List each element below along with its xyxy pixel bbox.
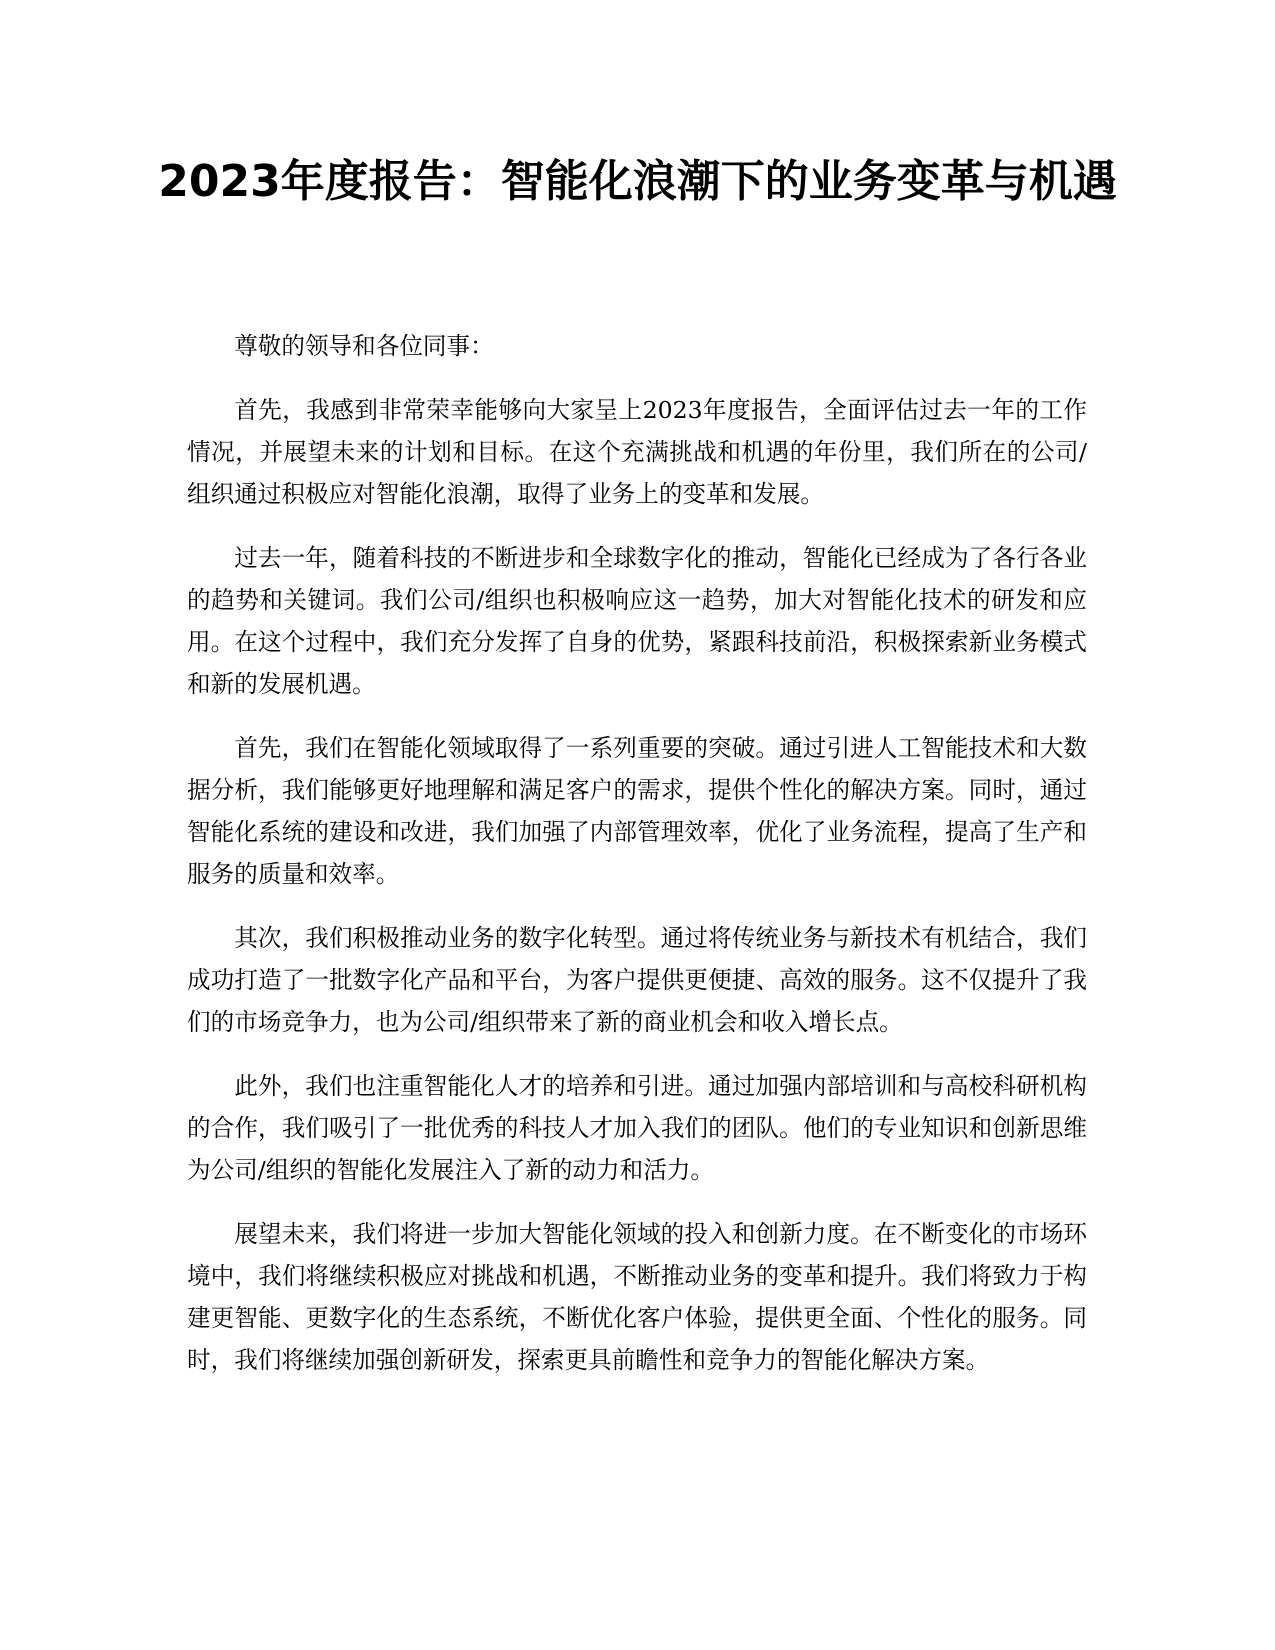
- paragraph-1: 首先，我感到非常荣幸能够向大家呈上2023年度报告，全面评估过去一年的工作情况，并展望未来的计划和目标。在这个充满挑战和机遇的年份里，我们所在的公司/组织通过积极应对智能化浪潮，取得了业务上的变革和发展。: [187, 396, 1087, 508]
- paragraph-6: 展望未来，我们将进一步加大智能化领域的投入和创新力度。在不断变化的市场环境中，我们将继续积极应对挑战和机遇，不断推动业务的变革和提升。我们将致力于构建更智能、更数字化的生态系统，不断优化客户体验，提供更全面、个性化的服务。同时，我们将继续加强创新研发，探索更具前瞻性和竞争力的智能化解决方案。: [187, 1220, 1087, 1374]
- document-body: [187, 325, 1087, 1403]
- document-title: 2023年度报告：智能化浪潮下的业务变革与机遇: [158, 156, 1117, 207]
- paragraph-2: 过去一年，随着科技的不断进步和全球数字化的推动，智能化已经成为了各行各业的趋势和关键词。我们公司/组织也积极响应这一趋势，加大对智能化技术的研发和应用。在这个过程中，我们充分发挥了自身的优势，紧跟科技前沿，积极探索新业务模式和新的发展机遇。: [187, 544, 1087, 698]
- greeting: 尊敬的领导和各位同事：: [234, 332, 494, 360]
- paragraph-4: 其次，我们积极推动业务的数字化转型。通过将传统业务与新技术有机结合，我们成功打造了一批数字化产品和平台，为客户提供更便捷、高效的服务。这不仅提升了我们的市场竞争力，也为公司/组织带来了新的商业机会和收入增长点。: [187, 924, 1087, 1036]
- paragraph-5: 此外，我们也注重智能化人才的培养和引进。通过加强内部培训和与高校科研机构的合作，我们吸引了一批优秀的科技人才加入我们的团队。他们的专业知识和创新思维为公司/组织的智能化发展注入了新的动力和活力。: [187, 1072, 1087, 1184]
- paragraph-3: 首先，我们在智能化领域取得了一系列重要的突破。通过引进人工智能技术和大数据分析，我们能够更好地理解和满足客户的需求，提供个性化的解决方案。同时，通过智能化系统的建设和改进，我们加强了内部管理效率，优化了业务流程，提高了生产和服务的质量和效率。: [187, 734, 1087, 888]
